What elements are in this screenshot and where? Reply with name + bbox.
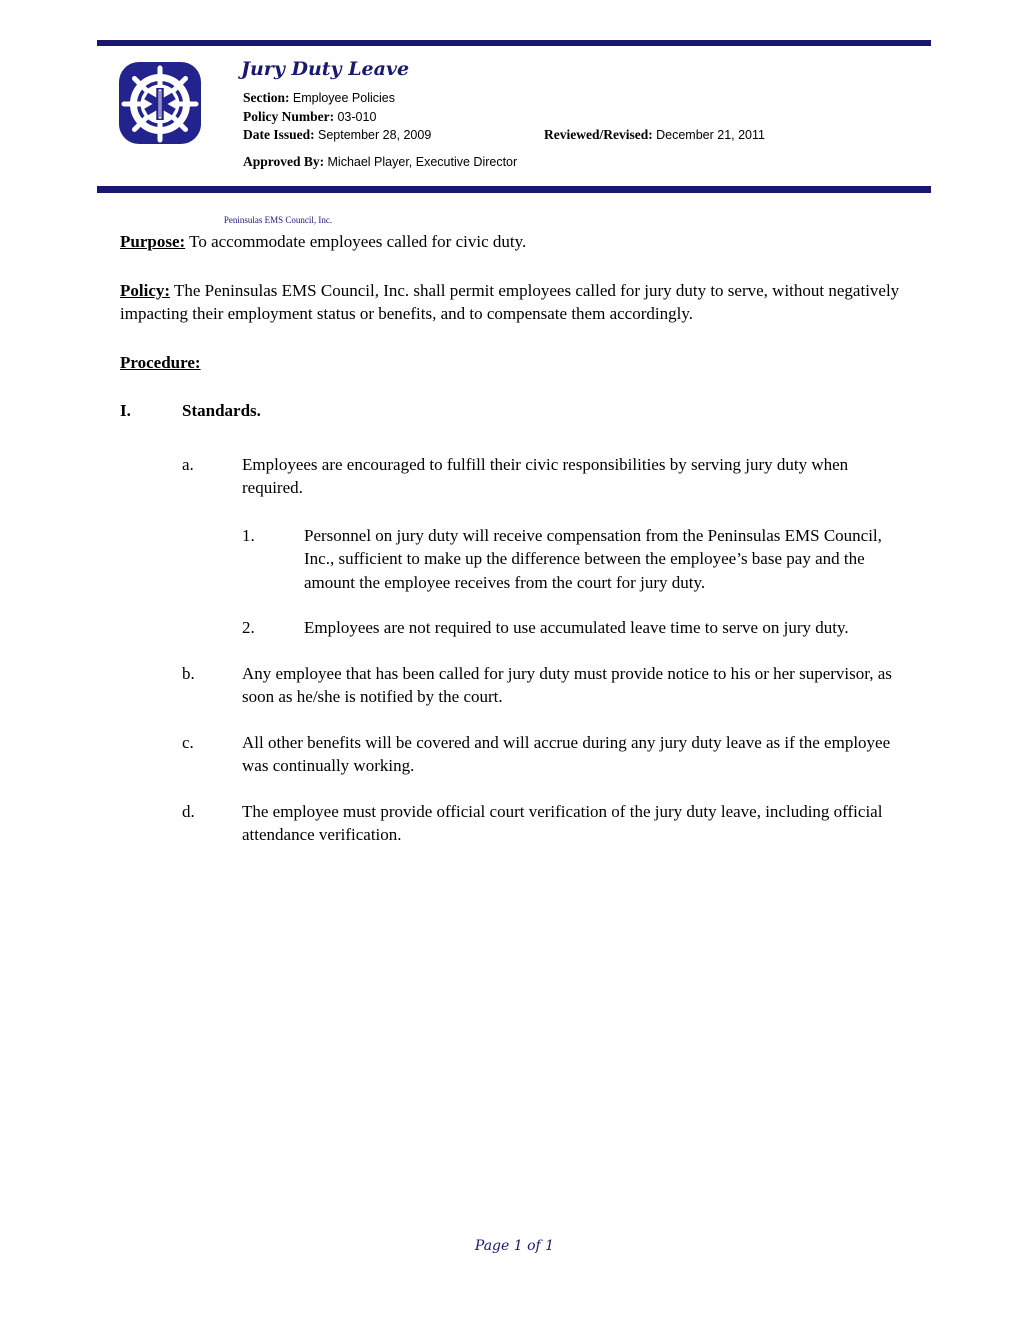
section-title: Standards.	[182, 401, 261, 420]
list-text: Employees are not required to use accumulated leave time to serve on jury duty.	[304, 618, 849, 637]
list-text: Any employee that has been called for jury duty must provide notice to his or her supervisor, as soon as he/she is notified by the court.	[242, 663, 892, 706]
section-label: Section:	[243, 90, 290, 105]
policy-number-label: Policy Number:	[243, 108, 335, 124]
logo-caption: Peninsulas EMS Council, Inc.	[223, 215, 333, 225]
approved-value: Michael Player, Executive Director	[327, 154, 518, 169]
section-number: I.	[120, 401, 131, 420]
approved-label: Approved By:	[243, 153, 325, 169]
procedure-heading	[120, 351, 912, 375]
reviewed-value: December 21, 2011	[656, 128, 765, 142]
policy-label: Policy:	[120, 280, 171, 300]
meta-approved	[243, 154, 929, 173]
list-text: The employee must provide official court verification of the jury duty leave, including official attendance verification.	[242, 801, 883, 844]
list-item-d	[182, 800, 912, 847]
list-marker: b.	[182, 663, 195, 683]
policy-metadata	[243, 90, 929, 172]
list-item-a	[182, 453, 912, 500]
list-marker: d.	[182, 801, 195, 821]
header-top-rule	[97, 40, 931, 46]
meta-reviewed	[544, 127, 765, 143]
list-marker: 2.	[242, 618, 255, 637]
list-text: All other benefits will be covered and will accrue during any jury duty leave as if the employee was continually working.	[242, 732, 891, 775]
section-value: Employee Policies	[292, 91, 396, 105]
list-text: Personnel on jury duty will receive compensation from the Peninsulas EMS Council, Inc., sufficient to make up the difference between the employee’s base pay and the amount the employee receives from the court for jury duty.	[304, 525, 882, 592]
page-title: Jury Duty Leave	[241, 58, 410, 80]
policy-paragraph	[120, 279, 912, 326]
meta-policy-number	[243, 109, 929, 128]
meta-section	[243, 90, 929, 109]
list-item-c	[182, 731, 912, 778]
header-bottom-rule	[97, 186, 931, 193]
meta-dates	[243, 127, 929, 146]
reviewed-label: Reviewed/Revised:	[544, 127, 653, 142]
policy-text: The Peninsulas EMS Council, Inc. shall permit employees called for jury duty to serve, without negatively impacting their employment status or benefits, and to compensate them accordingly.	[120, 280, 900, 323]
procedure-label: Procedure:	[120, 352, 201, 372]
ems-ship-wheel-star-of-life-icon	[118, 60, 202, 146]
purpose-label: Purpose:	[120, 232, 186, 251]
date-issued-value: September 28, 2009	[318, 128, 432, 142]
purpose-paragraph	[120, 230, 912, 254]
list-marker: a.	[182, 454, 194, 474]
document-body	[120, 230, 912, 869]
list-item-a2	[242, 616, 912, 640]
section-standards	[120, 399, 912, 423]
date-issued-label: Date Issued:	[243, 127, 315, 142]
purpose-text: To accommodate employees called for civic duty.	[189, 232, 527, 251]
list-item-b	[182, 662, 912, 709]
list-text: Employees are encouraged to fulfill their civic responsibilities by serving jury duty when required.	[242, 454, 849, 497]
page-number: Page 1 of 1	[474, 1238, 555, 1254]
list-item-a1	[242, 524, 912, 595]
policy-number-value: 03-010	[337, 109, 377, 124]
list-marker: 1.	[242, 525, 255, 545]
list-marker: c.	[182, 732, 194, 752]
